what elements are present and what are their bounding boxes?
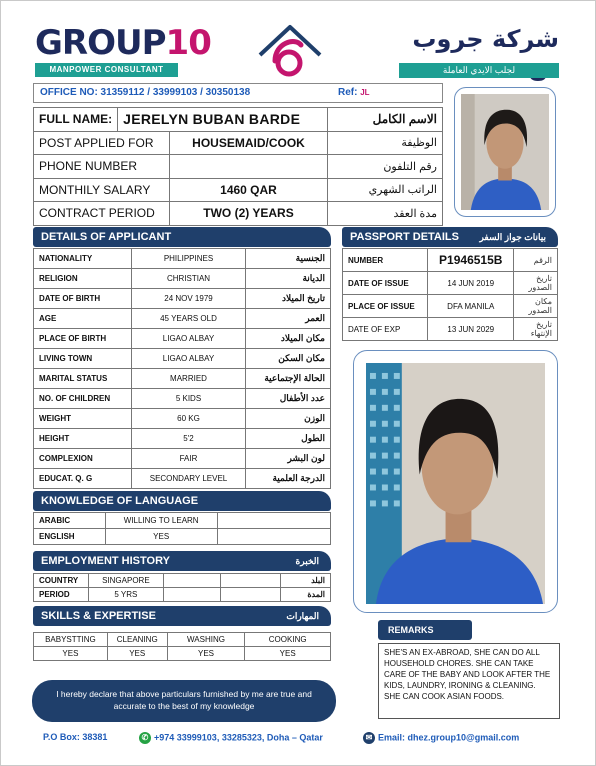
employment-header — [33, 551, 331, 571]
detail-ar: الطول — [246, 429, 331, 449]
summary-value — [170, 155, 328, 179]
skills-header — [33, 606, 331, 626]
house-emblem-icon — [255, 21, 325, 81]
language-title: KNOWLEDGE OF LANGUAGE — [41, 495, 199, 507]
table-row — [34, 574, 331, 588]
table-row — [34, 513, 331, 529]
detail-ar: مكان السكن — [246, 349, 331, 369]
passport-value: DFA MANILA — [428, 295, 514, 318]
detail-ar: مكان الميلاد — [246, 329, 331, 349]
table-row — [34, 389, 331, 409]
whatsapp-numbers: +974 33999103, 33285323, Doha – Qatar — [154, 732, 323, 743]
ref-value: JL — [360, 88, 370, 97]
applicant-photo-small — [454, 87, 556, 217]
passport-number: P1946515B — [428, 249, 514, 272]
detail-label: DATE OF BIRTH — [34, 289, 132, 309]
skill-header: WASHING — [167, 633, 245, 647]
detail-value: PHILIPPINES — [131, 249, 246, 269]
passport-ar: مكان الصدور — [514, 295, 558, 318]
ref-label: Ref: — [338, 87, 358, 98]
summary-row — [34, 155, 443, 179]
detail-value: LIGAO ALBAY — [131, 349, 246, 369]
passport-table — [342, 248, 558, 341]
detail-ar: تاريخ الميلاد — [246, 289, 331, 309]
language-label: ARABIC — [34, 513, 106, 529]
detail-label: WEIGHT — [34, 409, 132, 429]
empty-cell — [221, 574, 281, 588]
skill-value: YES — [107, 647, 167, 661]
logo-number: 10 — [165, 23, 211, 63]
passport-title: PASSPORT DETAILS — [350, 231, 459, 243]
detail-label: COMPLEXION — [34, 449, 132, 469]
detail-ar: لون البشر — [246, 449, 331, 469]
table-row — [343, 295, 558, 318]
period-value: 5 YRS — [88, 588, 163, 602]
passport-ar: تاريخ الإنتهاء — [514, 318, 558, 341]
employment-title-ar: الخبرة — [295, 556, 319, 566]
detail-ar: العمر — [246, 309, 331, 329]
passport-label: DATE OF ISSUE — [343, 272, 428, 295]
detail-label: RELIGION — [34, 269, 132, 289]
po-box: P.O Box: 38381 — [43, 732, 108, 742]
arabic-company-subtitle: لجلب الايدي العاملة — [399, 63, 559, 78]
remarks-header: REMARKS — [378, 620, 472, 640]
passport-header — [342, 227, 558, 247]
country-label: COUNTRY — [34, 574, 89, 588]
skill-header: COOKING — [245, 633, 331, 647]
country-value: SINGAPORE — [88, 574, 163, 588]
summary-label: MONTHILY SALARY — [34, 178, 170, 202]
period-ar: المدة — [281, 588, 331, 602]
language-label: ENGLISH — [34, 529, 106, 545]
details-header — [33, 227, 331, 247]
summary-ar: مدة العقد — [328, 202, 443, 226]
reference — [338, 84, 370, 102]
detail-label: LIVING TOWN — [34, 349, 132, 369]
portrait-image — [461, 94, 549, 210]
summary-row — [34, 131, 443, 155]
table-row — [34, 249, 331, 269]
passport-label: PLACE OF ISSUE — [343, 295, 428, 318]
details-table — [33, 248, 331, 489]
detail-value: 5'2 — [131, 429, 246, 449]
detail-label: EDUCAT. Q. G — [34, 469, 132, 489]
table-row — [343, 249, 558, 272]
detail-ar: عدد الأطفال — [246, 389, 331, 409]
detail-value: SECONDARY LEVEL — [131, 469, 246, 489]
summary-row — [34, 202, 443, 226]
applicant-summary-table — [33, 107, 443, 226]
period-label: PERIOD — [34, 588, 89, 602]
table-row — [34, 469, 331, 489]
detail-label: HEIGHT — [34, 429, 132, 449]
declaration-banner: I hereby declare that above particulars furnished by me are true and accurate to the best of my knowledge — [32, 680, 336, 722]
full-name-ar: الاسم الكامل — [328, 108, 443, 132]
skill-value: YES — [34, 647, 108, 661]
skill-value: YES — [245, 647, 331, 661]
detail-value: FAIR — [131, 449, 246, 469]
detail-label: NATIONALITY — [34, 249, 132, 269]
detail-label: NO. OF CHILDREN — [34, 389, 132, 409]
table-row — [34, 369, 331, 389]
detail-label: AGE — [34, 309, 132, 329]
table-row — [34, 329, 331, 349]
passport-title-ar: بيانات جواز السفر — [479, 232, 546, 242]
portrait-image — [366, 363, 545, 604]
employment-title: EMPLOYMENT HISTORY — [41, 555, 170, 567]
employment-table — [33, 573, 331, 602]
summary-value: HOUSEMAID/COOK — [170, 131, 328, 155]
detail-value: 45 YEARS OLD — [131, 309, 246, 329]
detail-value: 24 NOV 1979 — [131, 289, 246, 309]
summary-ar: الراتب الشهري — [328, 178, 443, 202]
empty-cell — [163, 574, 221, 588]
detail-value: LIGAO ALBAY — [131, 329, 246, 349]
table-row — [34, 647, 331, 661]
empty-cell — [163, 588, 221, 602]
table-row — [34, 309, 331, 329]
detail-ar: الوزن — [246, 409, 331, 429]
table-row — [34, 409, 331, 429]
whatsapp-icon: ✆ — [139, 732, 151, 744]
skill-header: BABYSTTING — [34, 633, 108, 647]
summary-row — [34, 178, 443, 202]
table-row — [343, 272, 558, 295]
arabic-company-name: شركة جروب — [412, 25, 559, 53]
detail-value: 5 KIDS — [131, 389, 246, 409]
language-value: WILLING TO LEARN — [105, 513, 217, 529]
table-row — [34, 269, 331, 289]
skill-header: CLEANING — [107, 633, 167, 647]
passport-ar: الرقم — [514, 249, 558, 272]
applicant-photo-large — [353, 350, 558, 613]
detail-ar: الحالة الإجتماعية — [246, 369, 331, 389]
detail-label: PLACE OF BIRTH — [34, 329, 132, 349]
skills-table — [33, 632, 331, 661]
remarks-text: SHE'S AN EX-ABROAD, SHE CAN DO ALL HOUSEHOLD CHORES. SHE CAN TAKE CARE OF THE BABY AND LOOK AFTER THE KIDS, LAUNDRY, IRONING & CLEANING. SHE CAN COOK ASIAN FOODS. — [378, 643, 560, 719]
full-name-row — [34, 108, 443, 132]
summary-ar: رقم التلفون — [328, 155, 443, 179]
summary-value: 1460 QAR — [170, 178, 328, 202]
table-row — [34, 529, 331, 545]
summary-value: TWO (2) YEARS — [170, 202, 328, 226]
passport-label: DATE OF EXP — [343, 318, 428, 341]
empty-cell — [217, 529, 331, 545]
country-ar: البلد — [281, 574, 331, 588]
full-name-value: JERELYN BUBAN BARDE — [118, 108, 328, 132]
skills-title-ar: المهارات — [286, 611, 319, 621]
passport-ar: تاريخ الصدور — [514, 272, 558, 295]
detail-label: MARITAL STATUS — [34, 369, 132, 389]
details-title: DETAILS OF APPLICANT — [41, 231, 172, 243]
language-value: YES — [105, 529, 217, 545]
empty-cell — [221, 588, 281, 602]
detail-ar: الديانة — [246, 269, 331, 289]
whatsapp-contact — [139, 732, 323, 744]
passport-value: 13 JUN 2029 — [428, 318, 514, 341]
language-table — [33, 512, 331, 545]
office-numbers — [33, 83, 443, 103]
office-label: OFFICE NO: 31359112 / 33999103 / 30350138 — [40, 87, 251, 98]
mail-icon: ✉ — [363, 732, 375, 744]
table-row — [34, 429, 331, 449]
logo-text: GROUP — [35, 23, 166, 63]
detail-value: CHRISTIAN — [131, 269, 246, 289]
table-row — [34, 289, 331, 309]
table-row — [343, 318, 558, 341]
skills-title: SKILLS & EXPERTISE — [41, 610, 156, 622]
detail-ar: الدرجة العلمية — [246, 469, 331, 489]
logo-subtitle: MANPOWER CONSULTANT — [35, 63, 178, 77]
passport-label: NUMBER — [343, 249, 428, 272]
language-header — [33, 491, 331, 511]
full-name-label: FULL NAME: — [34, 108, 118, 132]
skill-value: YES — [167, 647, 245, 661]
summary-label: POST APPLIED FOR — [34, 131, 170, 155]
summary-ar: الوظيفة — [328, 131, 443, 155]
table-row — [34, 349, 331, 369]
detail-value: MARRIED — [131, 369, 246, 389]
table-row — [34, 588, 331, 602]
company-logo — [35, 23, 211, 63]
table-row — [34, 449, 331, 469]
summary-label: CONTRACT PERIOD — [34, 202, 170, 226]
email-contact — [363, 732, 519, 744]
summary-label: PHONE NUMBER — [34, 155, 170, 179]
email-address[interactable]: Email: dhez.group10@gmail.com — [378, 732, 520, 743]
empty-cell — [217, 513, 331, 529]
table-row — [34, 633, 331, 647]
passport-value: 14 JUN 2019 — [428, 272, 514, 295]
detail-ar: الجنسية — [246, 249, 331, 269]
detail-value: 60 KG — [131, 409, 246, 429]
